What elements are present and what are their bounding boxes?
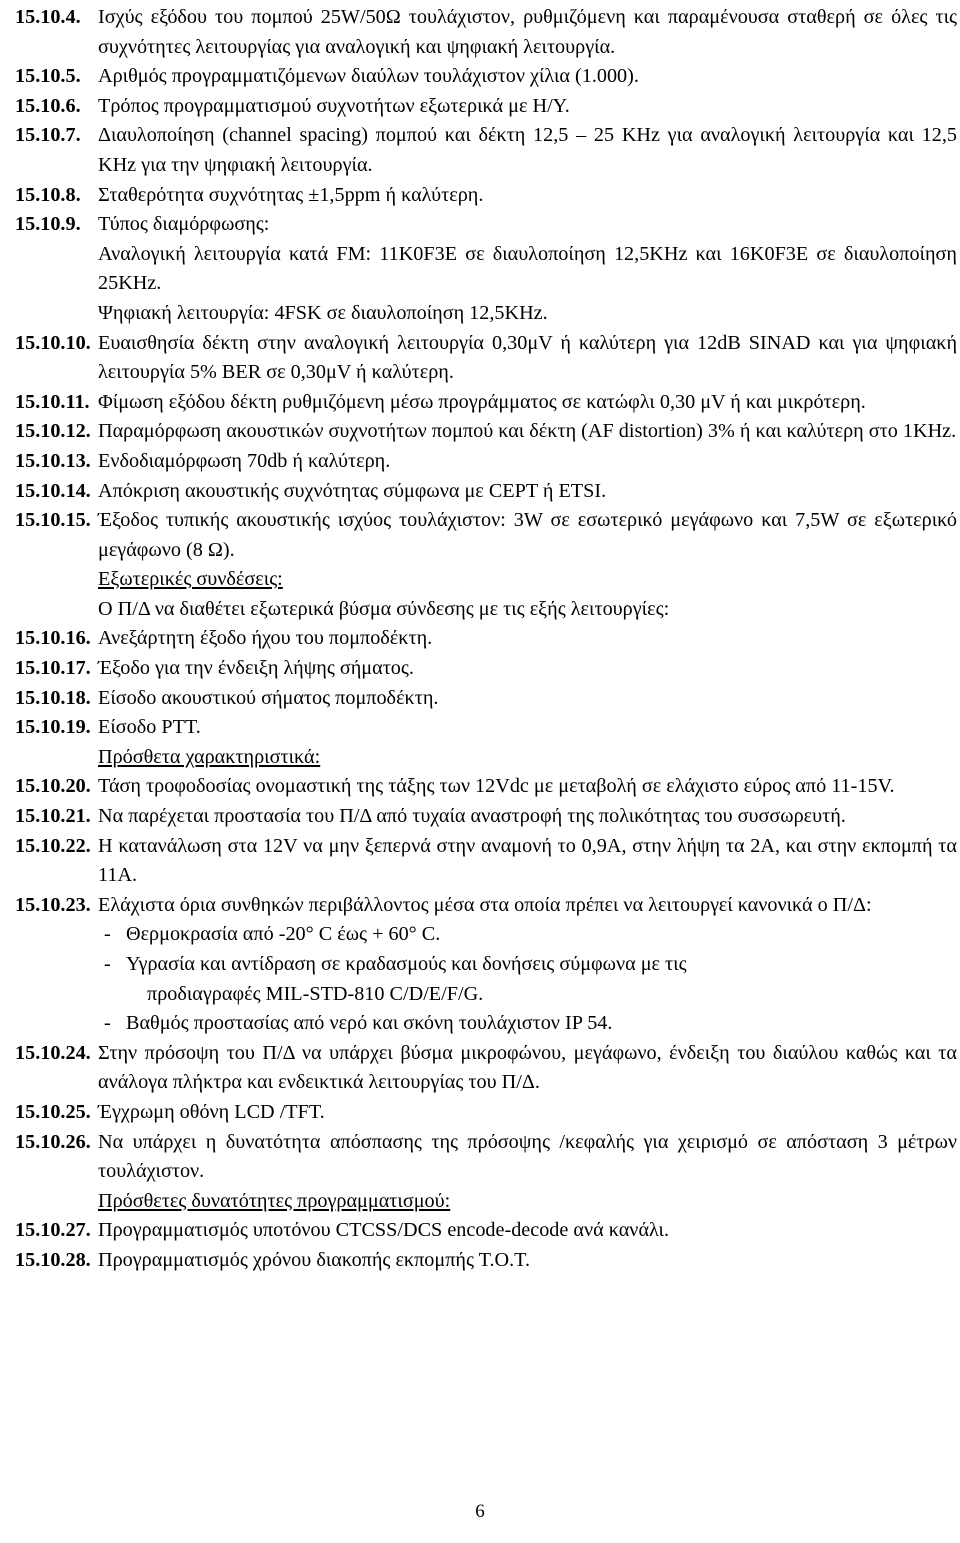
list-item bbox=[15, 447, 957, 477]
dash-marker: - bbox=[104, 953, 111, 975]
list-item bbox=[15, 802, 957, 832]
dash-marker: - bbox=[104, 923, 111, 946]
item-text: Στην πρόσοψη του Π/Δ να υπάρχει βύσμα μικροφώνου, μεγάφωνο, ένδειξη του διαύλου καθώς και τα ανάλογα πλήκτρα και ενδεικτικά λειτουργίας του Π/Δ. bbox=[98, 1041, 957, 1094]
list-item bbox=[15, 417, 957, 447]
list-item bbox=[15, 121, 957, 180]
item-number: 15.10.24. bbox=[15, 1041, 91, 1064]
list-item bbox=[15, 62, 957, 92]
document-page bbox=[15, 3, 957, 1276]
item-text: Προγραμματισμός υποτόνου CTCSS/DCS encode-decode ανά κανάλι. bbox=[98, 1219, 670, 1242]
item-text: Αριθμός προγραμματιζόμενων διαύλων τουλάχιστον χίλια (1.000). bbox=[98, 65, 639, 88]
item-text: Απόκριση ακουστικής συχνότητας σύμφωνα με CEPT ή ETSI. bbox=[98, 479, 607, 502]
item-number: 15.10.12. bbox=[15, 420, 91, 443]
item-text: Ευαισθησία δέκτη στην αναλογική λειτουργία 0,30μV ή καλύτερη για 12dB SINAD και για ψηφιακή λειτουργία 5% BER σε 0,30μV ή καλύτερη. bbox=[98, 331, 957, 384]
item-text: Να παρέχεται προστασία του Π/Δ από τυχαία αναστροφή της πολικότητας του συσσωρευτή. bbox=[98, 805, 846, 828]
item-number: 15.10.20. bbox=[15, 775, 91, 798]
item-number: 15.10.13. bbox=[15, 449, 91, 472]
section-heading-additional: Πρόσθετα χαρακτηριστικά: bbox=[98, 745, 321, 768]
environment-text-line: Υγρασία και αντίδραση σε κραδασμούς και δονήσεις σύμφωνα με τις bbox=[126, 953, 687, 975]
item-text: Η κατανάλωση στα 12V να μην ξεπερνά στην αναμονή το 0,9Α, στην λήψη τα 2Α, και στην εκπομπή τα 11Α. bbox=[98, 834, 957, 887]
list-item bbox=[15, 329, 957, 388]
environment-item bbox=[98, 920, 957, 950]
item-number: 15.10.27. bbox=[15, 1219, 91, 1242]
environment-text: Θερμοκρασία από -20° C έως + 60° C. bbox=[126, 923, 441, 946]
item-number: 15.10.16. bbox=[15, 627, 91, 650]
list-item bbox=[15, 181, 957, 211]
item-text: Ισχύς εξόδου του πομπού 25W/50Ω τουλάχιστον, ρυθμιζόμενη και παραμένουσα σταθερή σε όλες τις συχνότητες λειτουργίας για αναλογική και ψηφιακή λειτουργία. bbox=[98, 6, 957, 58]
list-item bbox=[15, 92, 957, 122]
section-heading-programming: Πρόσθετες δυνατότητες προγραμματισμού: bbox=[98, 1189, 451, 1212]
item-text: Έξοδος τυπικής ακουστικής ισχύος τουλάχιστον: 3W σε εσωτερικό μεγάφωνο και 7,5W σε εξωτερικό μεγάφωνο (8 Ω). bbox=[98, 509, 957, 561]
item-number: 15.10.11. bbox=[15, 390, 90, 413]
list-item bbox=[15, 1128, 957, 1187]
list-item bbox=[15, 506, 957, 565]
list-item bbox=[15, 1039, 957, 1098]
item-number: 15.10.15. bbox=[15, 509, 91, 532]
item-number: 15.10.14. bbox=[15, 479, 91, 502]
item-text: Έξοδο για την ένδειξη λήψης σήματος. bbox=[98, 657, 414, 680]
page-number: 6 bbox=[475, 1501, 485, 1522]
item-number: 15.10.9. bbox=[15, 213, 81, 236]
environment-text-continuation: προδιαγραφές MIL-STD-810 C/D/E/F/G. bbox=[147, 982, 484, 1005]
section-heading-external: Εξωτερικές συνδέσεις: bbox=[98, 568, 283, 591]
list-item bbox=[15, 1216, 957, 1246]
item-text: Προγραμματισμός χρόνου διακοπής εκπομπής Τ.Ο.Τ. bbox=[98, 1248, 531, 1271]
list-item bbox=[15, 1098, 957, 1128]
item-number: 15.10.26. bbox=[15, 1130, 91, 1153]
item-text: Ενδοδιαμόρφωση 70db ή καλύτερη. bbox=[98, 449, 391, 472]
list-item bbox=[15, 388, 957, 418]
item-number: 15.10.6. bbox=[15, 94, 81, 117]
item-number: 15.10.17. bbox=[15, 657, 91, 680]
item-text: Διαυλοποίηση (channel spacing) πομπού και δέκτη 12,5 – 25 KHz για αναλογική λειτουργία και 12,5 KHz για την ψηφιακή λειτουργία. bbox=[98, 124, 957, 176]
item-text: Να υπάρχει η δυνατότητα απόσπασης της πρόσοψης /κεφαλής για χειρισμό σε απόσταση 3 μέτρων τουλάχιστον. bbox=[98, 1130, 957, 1183]
item-text: Φίμωση εξόδου δέκτη ρυθμιζόμενη μέσω προγράμματος σε κατώφλι 0,30 μV ή και μικρότερη. bbox=[98, 390, 866, 413]
item-text: Τρόπος προγραμματισμού συχνοτήτων εξωτερικά με Η/Υ. bbox=[98, 94, 570, 117]
list-item bbox=[15, 3, 957, 62]
list-item bbox=[15, 684, 957, 714]
list-item bbox=[15, 1246, 957, 1276]
item-text: Τύπος διαμόρφωσης: bbox=[98, 213, 270, 236]
item-text: Έγχρωμη οθόνη LCD /TFT. bbox=[98, 1100, 325, 1123]
item-text: Σταθερότητα συχνότητας ±1,5ppm ή καλύτερη. bbox=[98, 183, 484, 206]
list-item bbox=[15, 832, 957, 891]
list-item bbox=[15, 654, 957, 684]
item-text: Είσοδο PTT. bbox=[98, 716, 201, 739]
list-item bbox=[15, 210, 957, 240]
item-number: 15.10.19. bbox=[15, 716, 91, 739]
item-number: 15.10.21. bbox=[15, 805, 91, 828]
item-number: 15.10.8. bbox=[15, 183, 81, 206]
item-text: Τάση τροφοδοσίας ονομαστική της τάξης των 12Vdc με μεταβολή σε ελάχιστο εύρος από 11-15V. bbox=[98, 775, 895, 798]
list-item bbox=[15, 772, 957, 802]
item-number: 15.10.28. bbox=[15, 1248, 91, 1271]
item-number: 15.10.23. bbox=[15, 893, 91, 916]
item-number: 15.10.18. bbox=[15, 686, 91, 709]
item-number: 15.10.25. bbox=[15, 1100, 91, 1123]
item-number: 15.10.10. bbox=[15, 331, 91, 354]
item-text: Ανεξάρτητη έξοδο ήχου του πομποδέκτη. bbox=[98, 627, 433, 650]
item-number: 15.10.7. bbox=[15, 124, 81, 147]
external-intro: Ο Π/Δ να διαθέτει εξωτερικά βύσμα σύνδεσης με τις εξής λειτουργίες: bbox=[98, 597, 670, 620]
dash-marker: - bbox=[104, 1012, 111, 1035]
modulation-digital: Ψηφιακή λειτουργία: 4FSK σε διαυλοποίηση 12,5KHz. bbox=[98, 301, 548, 324]
item-text: Είσοδο ακουστικού σήματος πομποδέκτη. bbox=[98, 686, 439, 709]
environment-item bbox=[98, 1009, 957, 1039]
environment-text bbox=[126, 950, 957, 1009]
environment-item bbox=[98, 950, 957, 1009]
item-number: 15.10.4. bbox=[15, 6, 81, 28]
item-text: Παραμόρφωση ακουστικών συχνοτήτων πομπού και δέκτη (AF distortion) 3% ή και καλύτερη στο 1KHz. bbox=[98, 420, 957, 443]
item-number: 15.10.5. bbox=[15, 65, 81, 88]
environment-text: Βαθμός προστασίας από νερό και σκόνη τουλάχιστον IP 54. bbox=[126, 1012, 613, 1035]
list-item bbox=[15, 477, 957, 507]
list-item bbox=[15, 624, 957, 654]
list-item bbox=[15, 713, 957, 743]
modulation-analog: Αναλογική λειτουργία κατά FM: 11K0F3E σε διαυλοποίηση 12,5KHz και 16K0F3E σε διαυλοποίηση 25KHz. bbox=[98, 242, 957, 295]
list-item bbox=[15, 891, 957, 921]
item-text: Ελάχιστα όρια συνθηκών περιβάλλοντος μέσα στα οποία πρέπει να λειτουργεί κανονικά ο Π/Δ: bbox=[98, 893, 872, 916]
item-number: 15.10.22. bbox=[15, 834, 91, 857]
